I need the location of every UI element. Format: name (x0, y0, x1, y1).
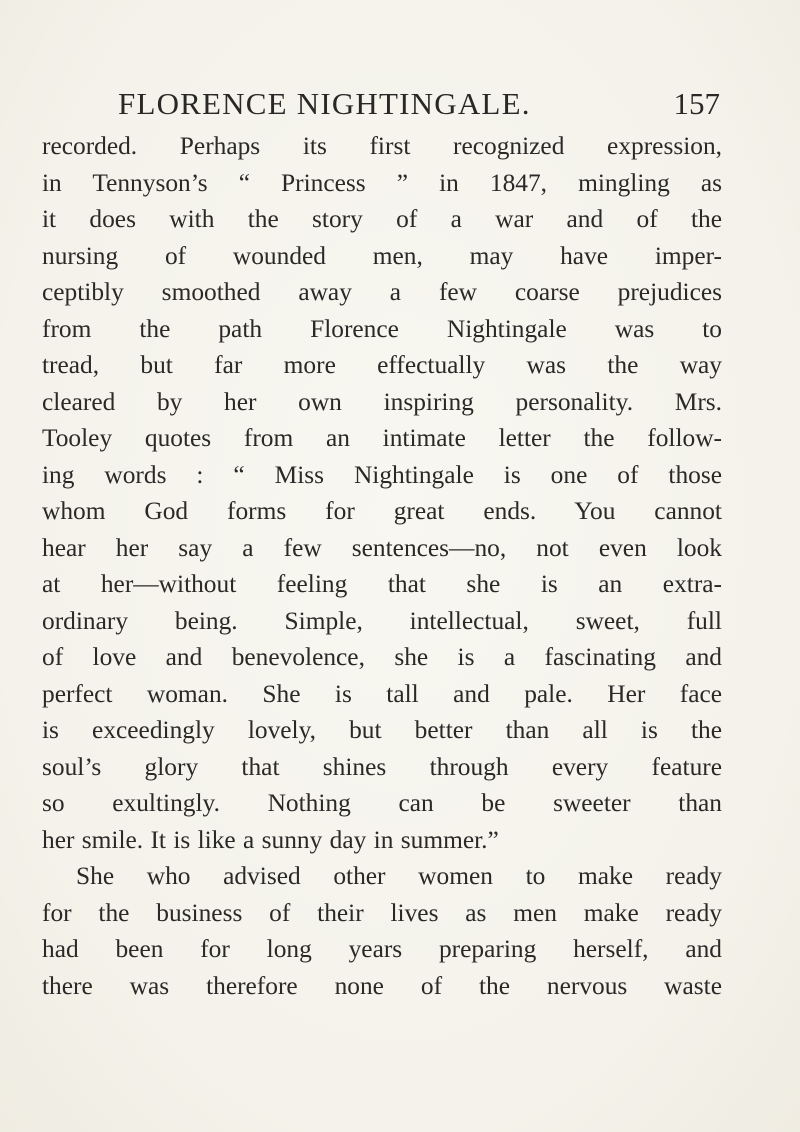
text-line: so exultingly. Nothing can be sweeter than (42, 789, 722, 817)
text-line: tread, but far more effectually was the way (42, 351, 722, 379)
text-line: hear her say a few sentences—no, not even look (42, 533, 722, 562)
text-line-paragraph-end: her smile. It is like a sunny day in summer.” (42, 825, 499, 854)
running-title: FLORENCE NIGHTINGALE. (118, 86, 531, 121)
text-line: perfect woman. She is tall and pale. Her face (42, 679, 722, 708)
text-line: in Tennyson’s “ Princess ” in 1847, mingling as (42, 168, 722, 197)
text-line-paragraph-start: She who advised other women to make ready (76, 862, 722, 890)
text-line: from the path Florence Nightingale was to (42, 314, 722, 343)
text-line: for the business of their lives as men make ready (42, 898, 722, 927)
text-line: whom God forms for great ends. You cannot (42, 497, 722, 525)
text-line: at her—without feeling that she is an extra- (42, 570, 722, 598)
body-text (42, 128, 722, 1004)
text-line: had been for long years preparing herself, and (42, 935, 722, 963)
text-line: ordinary being. Simple, intellectual, sweet, full (42, 606, 722, 635)
text-line: there was therefore none of the nervous waste (42, 971, 722, 1000)
text-line: it does with the story of a war and of the (42, 205, 722, 233)
text-line: of love and benevolence, she is a fascinating and (42, 643, 722, 671)
text-line: nursing of wounded men, may have imper- (42, 241, 722, 270)
text-line: recorded. Perhaps its first recognized expression, (42, 132, 722, 160)
text-line: Tooley quotes from an intimate letter the follow- (42, 424, 722, 452)
text-line: is exceedingly lovely, but better than all is the (42, 716, 722, 744)
text-line: ing words : “ Miss Nightingale is one of those (42, 460, 722, 489)
text-line: ceptibly smoothed away a few coarse prejudices (42, 278, 722, 306)
text-line: cleared by her own inspiring personality. Mrs. (42, 387, 722, 416)
text-line: soul’s glory that shines through every feature (42, 752, 722, 781)
page-header (118, 84, 720, 128)
page-number: 157 (673, 86, 720, 121)
